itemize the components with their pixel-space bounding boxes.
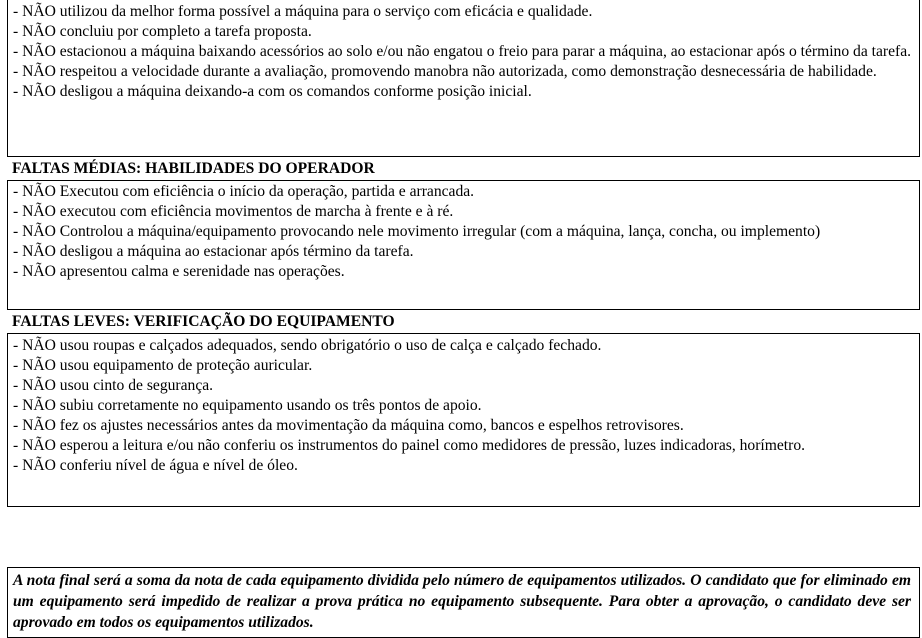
list-item: - NÃO concluiu por completo a tarefa proposta. — [13, 23, 312, 40]
list-item: - NÃO Controlou a máquina/equipamento provocando nele movimento irregular (com a máquina, lança, concha, ou implemento) — [13, 223, 821, 240]
list-item: - NÃO Executou com eficiência o início da operação, partida e arrancada. — [13, 183, 475, 200]
medias-section-box — [7, 180, 920, 310]
list-item: - NÃO respeitou a velocidade durante a avaliação, promovendo manobra não autorizada, como demonstração desnecessária de habilidade. — [13, 63, 877, 80]
list-item: - NÃO fez os ajustes necessários antes da movimentação da máquina como, bancos e espelhos retrovisores. — [13, 417, 684, 434]
list-item: - NÃO apresentou calma e serenidade nas operações. — [13, 263, 345, 280]
list-item: - NÃO usou equipamento de proteção auricular. — [13, 357, 313, 374]
list-item: - NÃO desligou a máquina ao estacionar após término da tarefa. — [13, 243, 414, 260]
final-note-box: A nota final será a soma da nota de cada equipamento dividida pelo número de equipamentos utilizados. O candidato que for eliminado em um equipamento será impedido de realizar a prova prática no equipamento subsequente. Para obter a aprovação, o candidato deve ser aprovado em todos os equipamentos utilizados. — [7, 567, 920, 638]
list-item: - NÃO executou com eficiência movimentos de marcha à frente e à ré. — [13, 203, 454, 220]
list-item: - NÃO estacionou a máquina baixando acessórios ao solo e/ou não engatou o freio para parar a máquina, ao estacionar após o término da tarefa. — [13, 43, 912, 60]
list-item: - NÃO esperou a leitura e/ou não conferiu os instrumentos do painel como medidores de pressão, luzes indicadoras, horímetro. — [13, 437, 806, 454]
list-item: - NÃO conferiu nível de água e nível de óleo. — [13, 457, 298, 474]
section-heading-leves: FALTAS LEVES: VERIFICAÇÃO DO EQUIPAMENTO — [12, 313, 395, 330]
list-item: - NÃO usou roupas e calçados adequados, sendo obrigatório o uso de calça e calçado fechado. — [13, 337, 602, 354]
leves-section-box — [7, 333, 920, 507]
list-item: - NÃO usou cinto de segurança. — [13, 377, 214, 394]
list-item: - NÃO utilizou da melhor forma possível a máquina para o serviço com eficácia e qualidade. — [13, 3, 593, 20]
list-item: - NÃO subiu corretamente no equipamento usando os três pontos de apoio. — [13, 397, 482, 414]
top-section-box — [7, 0, 920, 157]
list-item: - NÃO desligou a máquina deixando-a com os comandos conforme posição inicial. — [13, 83, 532, 100]
section-heading-medias: FALTAS MÉDIAS: HABILIDADES DO OPERADOR — [12, 160, 375, 177]
